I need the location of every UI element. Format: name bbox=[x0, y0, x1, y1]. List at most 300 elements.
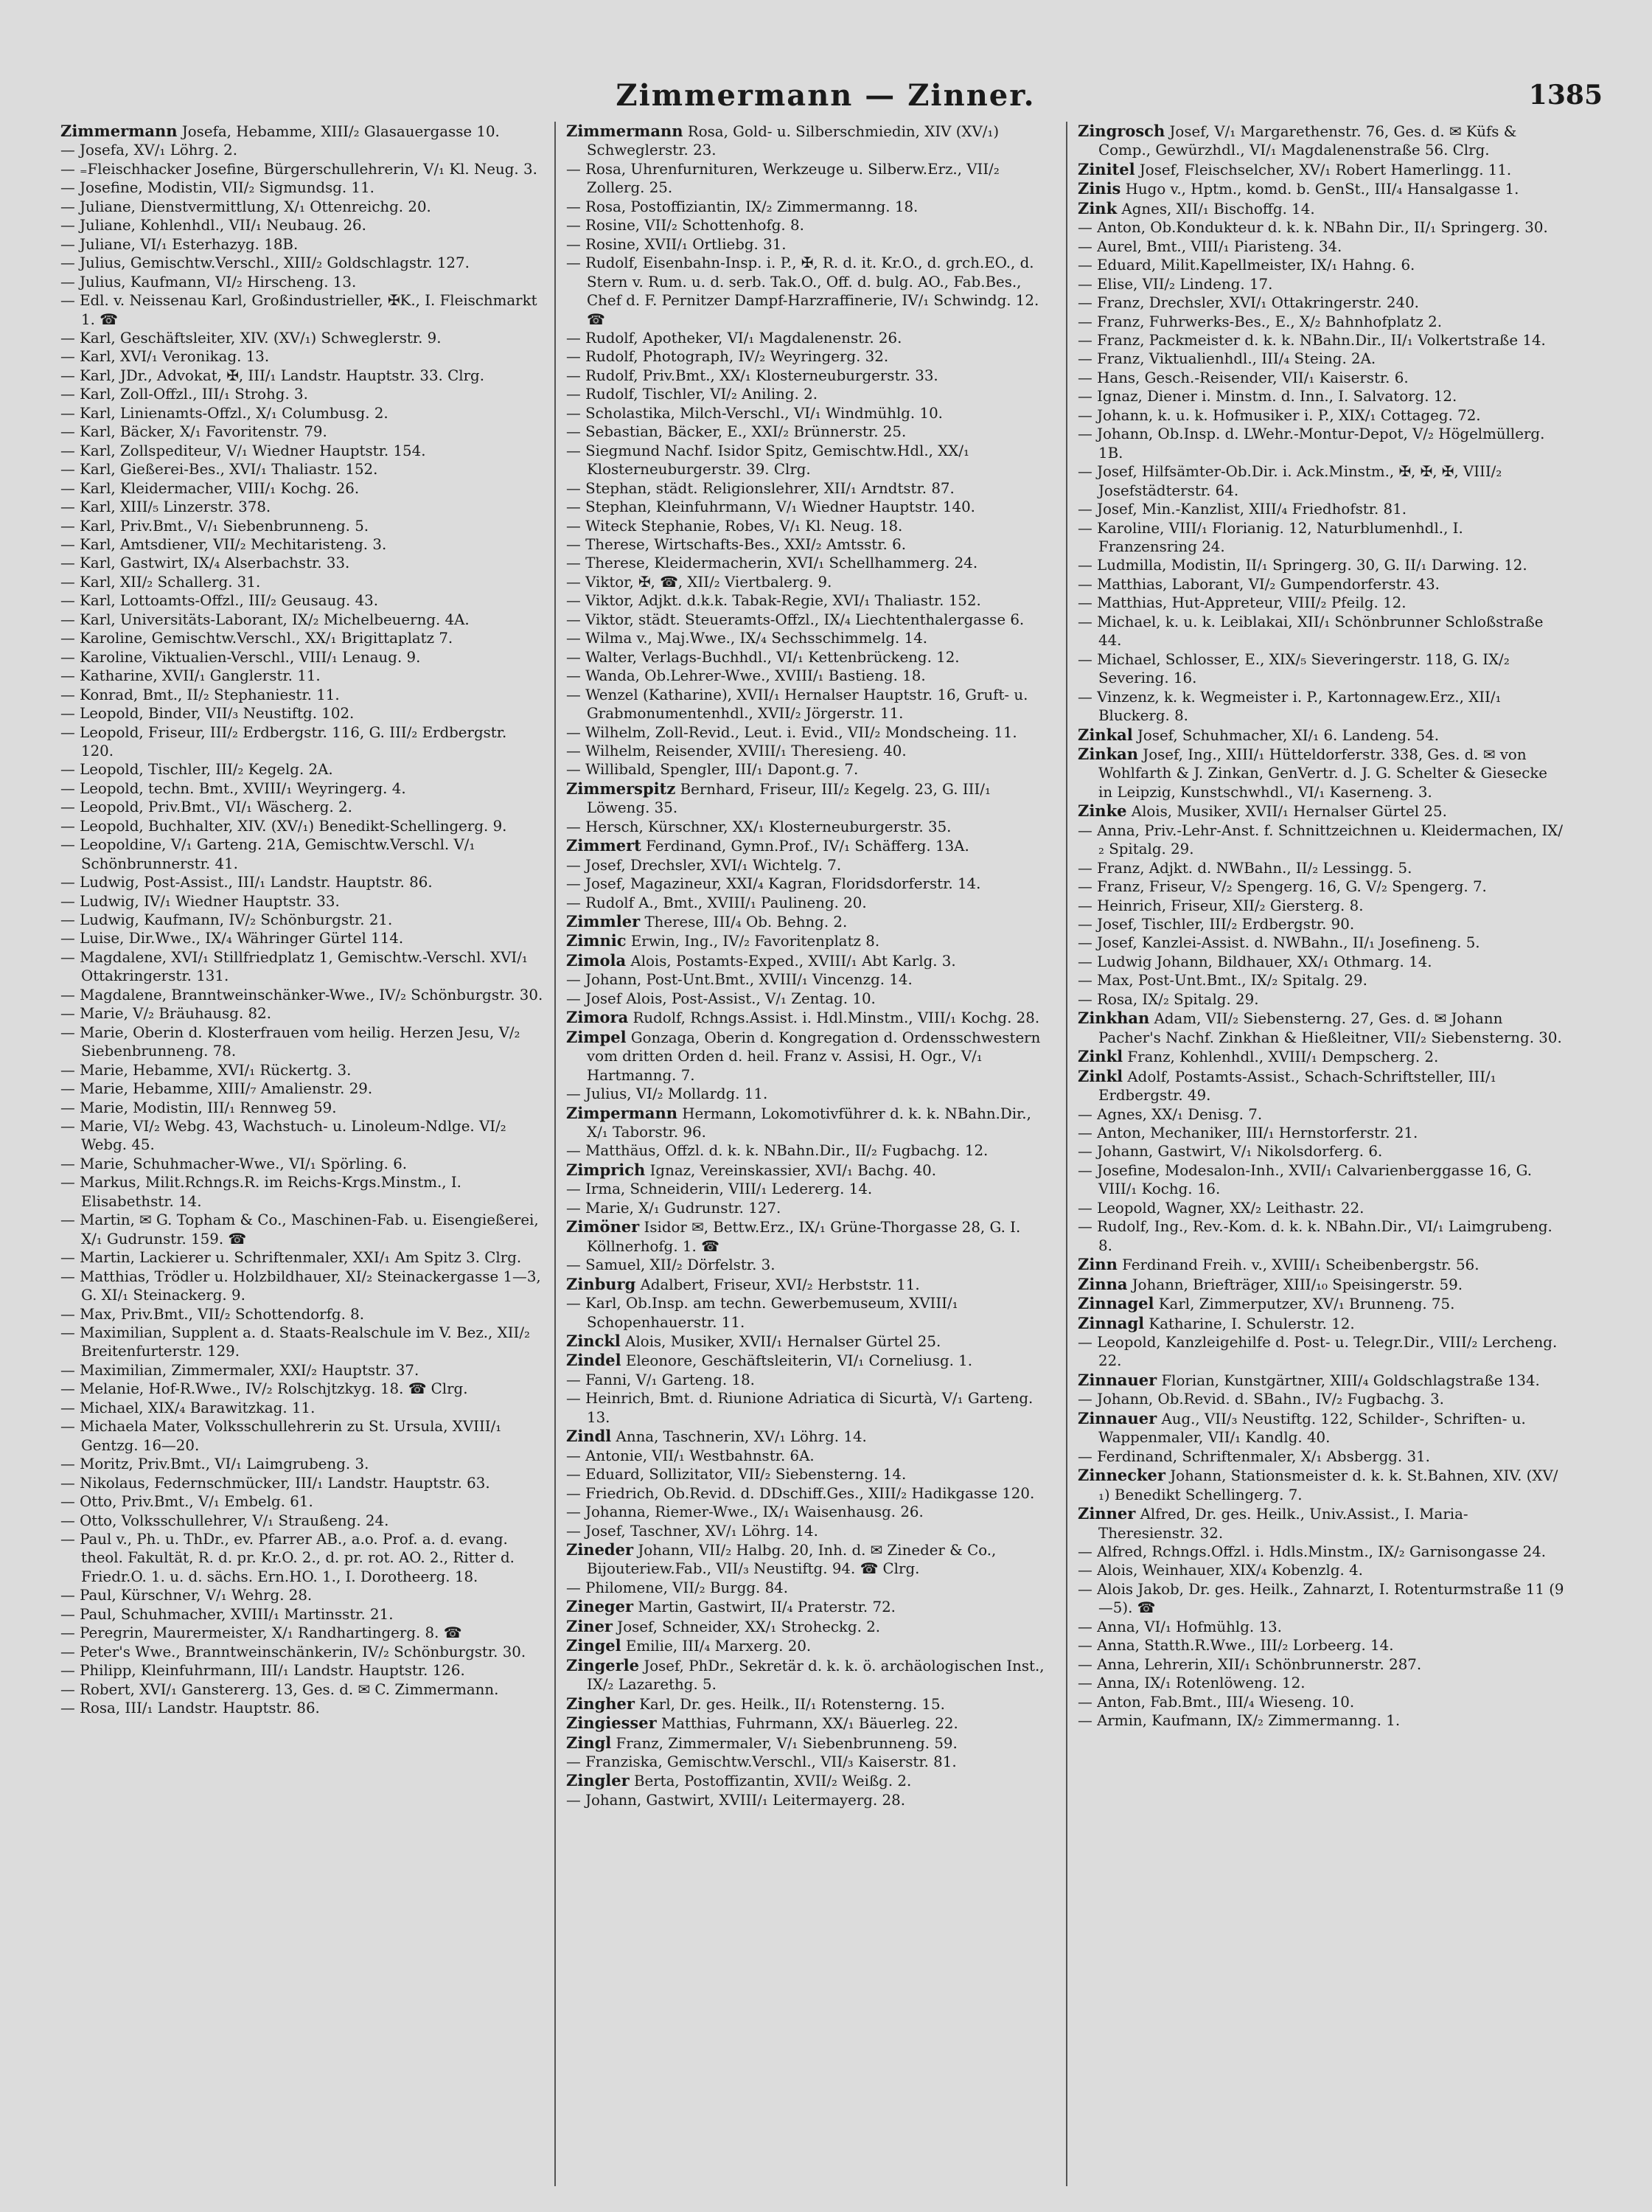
directory-entry bbox=[60, 122, 543, 141]
directory-entry bbox=[1078, 1371, 1564, 1390]
surname-heading: Zinnecker bbox=[1078, 1466, 1165, 1485]
entry-text: Karl, Dr. ges. Heilk., II/₁ Rotensterng. 15. bbox=[634, 1695, 945, 1713]
directory-entry bbox=[1078, 877, 1564, 896]
surname-heading: Zinnagel bbox=[1078, 1294, 1154, 1313]
entry-text: Ferdinand, Gymn.Prof., IV/₁ Schäfferg. 13A. bbox=[641, 838, 969, 855]
directory-entry bbox=[60, 1305, 543, 1324]
entry-text: — Marie, Hebamme, XIII/₇ Amalienstr. 29. bbox=[60, 1080, 373, 1098]
directory-entry bbox=[60, 1361, 543, 1380]
entry-text: — Leopold, Buchhalter, XIV. (XV/₁) Benedikt-Schellingerg. 9. bbox=[60, 817, 507, 835]
entry-text: — Eduard, Sollizitator, VII/₂ Siebensterng. 14. bbox=[566, 1466, 907, 1484]
directory-entry bbox=[60, 1380, 543, 1398]
directory-column-3 bbox=[1078, 122, 1564, 2186]
entry-text: Karl, Zimmerputzer, XV/₁ Brunneng. 75. bbox=[1154, 1295, 1455, 1313]
surname-heading: Zinis bbox=[1078, 179, 1121, 198]
directory-entry bbox=[566, 498, 1049, 516]
entry-text: — Viktor, ✠, ☎, XII/₂ Viertbalerg. 9. bbox=[566, 573, 832, 591]
directory-entry bbox=[566, 1597, 1049, 1616]
entry-text: — Moritz, Priv.Bmt., VI/₁ Laimgrubeng. 3. bbox=[60, 1455, 369, 1473]
entry-text: — Johann, k. u. k. Hofmusiker i. P., XIX/₁ Cottageg. 72. bbox=[1078, 406, 1481, 424]
directory-entry bbox=[1078, 1124, 1564, 1142]
directory-entry bbox=[566, 329, 1049, 347]
directory-entry bbox=[566, 1617, 1049, 1636]
entry-text: Bernhard, Friseur, III/₂ Kegelg. 23, G. III/₁ Löweng. 35. bbox=[587, 780, 991, 817]
entry-text: — Marie, V/₂ Bräuhausg. 82. bbox=[60, 1005, 271, 1023]
entry-text: — Scholastika, Milch-Verschl., VI/₁ Windmühlg. 10. bbox=[566, 404, 943, 422]
directory-entry bbox=[60, 1248, 543, 1267]
directory-entry bbox=[1078, 990, 1564, 1009]
directory-entry bbox=[566, 836, 1049, 855]
directory-entry bbox=[566, 874, 1049, 893]
surname-heading: Zink bbox=[1078, 198, 1118, 218]
column-divider bbox=[1066, 122, 1067, 2186]
entry-text: — Leopold, Priv.Bmt., VI/₁ Wäscherg. 2. bbox=[60, 799, 352, 816]
directory-entry bbox=[566, 573, 1049, 591]
entry-text: — Ludwig, IV/₁ Wiedner Hauptstr. 33. bbox=[60, 892, 340, 910]
entry-text: — Rudolf, Apotheker, VI/₁ Magdalenenstr. 26. bbox=[566, 329, 902, 347]
entry-text: Johann, Briefträger, XIII/₁₀ Speisingerstr. 59. bbox=[1127, 1276, 1463, 1293]
directory-entry bbox=[566, 1371, 1049, 1389]
surname-heading: Zinburg bbox=[566, 1274, 636, 1293]
entry-text: — Konrad, Bmt., II/₂ Stephaniestr. 11. bbox=[60, 686, 340, 703]
directory-entry bbox=[566, 611, 1049, 629]
directory-entry bbox=[60, 517, 543, 535]
entry-text: — Rosa, IX/₂ Spitalg. 29. bbox=[1078, 990, 1259, 1008]
directory-entry bbox=[60, 442, 543, 460]
directory-entry bbox=[1078, 1693, 1564, 1711]
entry-text: — Marie, Hebamme, XVI/₁ Rückertg. 3. bbox=[60, 1061, 352, 1079]
entry-text: Hugo v., Hptm., komd. b. GenSt., III/₄ Hansalgasse 1. bbox=[1120, 181, 1519, 198]
directory-entry bbox=[566, 1540, 1049, 1579]
directory-entry bbox=[1078, 575, 1564, 594]
entry-text: — Walter, Verlags-Buchhdl., VI/₁ Kettenbrückeng. 12. bbox=[566, 648, 960, 666]
directory-entry bbox=[60, 948, 543, 986]
surname-heading: Zinner bbox=[1078, 1504, 1136, 1523]
entry-text: — Hans, Gesch.-Reisender, VII/₁ Kaiserstr. 6. bbox=[1078, 369, 1409, 386]
entry-text: — Paul, Schuhmacher, XVIII/₁ Martinsstr. 21. bbox=[60, 1605, 394, 1623]
entry-text: Ferdinand Freih. v., XVIII/₁ Scheibenbergstr. 56. bbox=[1117, 1256, 1480, 1274]
directory-entry bbox=[1078, 1294, 1564, 1313]
entry-text: — Julius, Gemischtw.Verschl., XIII/₂ Goldschlagstr. 127. bbox=[60, 254, 470, 272]
directory-entry bbox=[60, 160, 543, 178]
entry-text: — Johanna, Riemer-Wwe., IX/₁ Waisenhausg. 26. bbox=[566, 1503, 924, 1521]
entry-text: — Karl, Universitäts-Laborant, IX/₂ Michelbeuerng. 4A. bbox=[60, 611, 470, 628]
surname-heading: Zimora bbox=[566, 1008, 629, 1027]
entry-text: Josef, PhDr., Sekretär d. k. k. ö. archäologischen Inst., IX/₂ Lazarethg. 5. bbox=[587, 1657, 1045, 1694]
directory-entry bbox=[60, 1099, 543, 1117]
entry-text: — Franziska, Gemischtw.Verschl., VII/₃ Kaiserstr. 81. bbox=[566, 1753, 957, 1770]
directory-entry bbox=[1078, 199, 1564, 218]
directory-entry bbox=[566, 1275, 1049, 1294]
entry-text: — Ludwig, Post-Assist., III/₁ Landstr. Hauptstr. 86. bbox=[60, 874, 433, 891]
directory-entry bbox=[60, 235, 543, 254]
directory-entry bbox=[60, 1530, 543, 1586]
directory-entry bbox=[566, 1351, 1049, 1370]
entry-text: — Michael, XIX/₄ Barawitzkag. 11. bbox=[60, 1399, 316, 1416]
entry-text: — Paul v., Ph. u. ThDr., ev. Pfarrer AB., a.o. Prof. a. d. evang. theol. Fakultät, R. d. pr. Kr.O. 2., d. pr. rot. AO. 2., Ritter d. Friedr.O. 1. u. d. sächs. Ern.HO. 1., I. Dorotheerg. 18. bbox=[60, 1530, 515, 1585]
entry-text: Franz, Kohlenhdl., XVIII/₁ Dempscherg. 2. bbox=[1123, 1048, 1439, 1066]
directory-entry bbox=[566, 686, 1049, 723]
directory-entry bbox=[1078, 897, 1564, 915]
directory-entry bbox=[60, 723, 543, 761]
directory-column-1 bbox=[60, 122, 543, 2186]
directory-entry bbox=[60, 291, 543, 329]
directory-entry bbox=[1078, 1466, 1564, 1504]
entry-text: — Ludmilla, Modistin, II/₁ Springerg. 30, G. II/₁ Darwing. 12. bbox=[1078, 557, 1527, 574]
directory-entry bbox=[566, 779, 1049, 818]
directory-entry bbox=[60, 760, 543, 779]
directory-entry bbox=[566, 1733, 1049, 1753]
directory-entry bbox=[60, 141, 543, 159]
entry-text: Florian, Kunstgärtner, XIII/₄ Goldschlagstraße 134. bbox=[1157, 1371, 1540, 1389]
entry-text: — Marie, Modistin, III/₁ Rennweg 59. bbox=[60, 1099, 337, 1116]
entry-text: — Armin, Kaufmann, IX/₂ Zimmermanng. 1. bbox=[1078, 1712, 1401, 1730]
directory-entry bbox=[566, 1465, 1049, 1484]
directory-entry bbox=[60, 535, 543, 554]
entry-text: Josefa, Hebamme, XIII/₂ Glasauergasse 10. bbox=[177, 123, 500, 140]
entry-text: — Rosa, Postoffiziantin, IX/₂ Zimmermanng. 18. bbox=[566, 198, 919, 215]
directory-entry bbox=[566, 1579, 1049, 1597]
directory-entry bbox=[566, 1656, 1049, 1694]
directory-entry bbox=[566, 742, 1049, 760]
entry-text: — Edl. v. Neissenau Karl, Großindustrieller, ✠K., I. Fleischmarkt 1. ☎ bbox=[60, 292, 537, 328]
directory-entry bbox=[60, 1474, 543, 1492]
directory-entry bbox=[60, 629, 543, 647]
directory-entry bbox=[60, 1117, 543, 1155]
entry-text: — Rosa, III/₁ Landstr. Hauptstr. 86. bbox=[60, 1700, 320, 1717]
entry-text: — Franz, Friseur, V/₂ Spengerg. 16, G. V/₂ Spengerg. 7. bbox=[1078, 878, 1487, 896]
directory-entry bbox=[566, 951, 1049, 970]
entry-text: — Josef, Hilfsämter-Ob.Dir. i. Ack.Minstm., ✠, ✠, ✠, VIII/₂ Josefstädterstr. 64. bbox=[1078, 463, 1502, 499]
directory-entry bbox=[1078, 1409, 1564, 1447]
entry-text: — Michaela Mater, Volksschullehrerin zu St. Ursula, XVIII/₁ Gentzg. 16—20. bbox=[60, 1418, 502, 1454]
entry-text: — Anton, Ob.Kondukteur d. k. k. NBahn Dir., II/₁ Springerg. 30. bbox=[1078, 219, 1548, 237]
directory-entry bbox=[566, 1008, 1049, 1027]
entry-text: — Anna, Priv.-Lehr-Anst. f. Schnittzeichnen u. Kleidermachen, IX/₂ Spitalg. 29. bbox=[1078, 821, 1564, 858]
entry-text: — Karl, Geschäftsleiter, XIV. (XV/₁) Schweglerstr. 9. bbox=[60, 329, 442, 347]
directory-entry bbox=[60, 1605, 543, 1624]
directory-entry bbox=[60, 254, 543, 272]
directory-entry bbox=[60, 929, 543, 947]
directory-entry bbox=[566, 442, 1049, 479]
directory-entry bbox=[60, 1155, 543, 1173]
directory-entry bbox=[60, 460, 543, 479]
surname-heading: Zinna bbox=[1078, 1274, 1128, 1293]
directory-entry bbox=[60, 498, 543, 516]
directory-entry bbox=[1078, 1390, 1564, 1408]
directory-entry bbox=[1078, 1543, 1564, 1561]
entry-text: — Paul, Kürschner, V/₁ Wehrg. 28. bbox=[60, 1587, 313, 1604]
directory-entry bbox=[566, 1104, 1049, 1142]
entry-text: — Markus, Milit.Rchngs.R. im Reichs-Krgs.Minstm., I. Elisabethstr. 14. bbox=[60, 1174, 461, 1210]
entry-text: — Juliane, Dienstvermittlung, X/₁ Ottenreichg. 20. bbox=[60, 198, 431, 215]
entry-text: — Siegmund Nachf. Isidor Spitz, Gemischtw.Hdl., XX/₁ Klosterneuburgerstr. 39. Clrg. bbox=[566, 442, 969, 479]
directory-entry bbox=[1078, 953, 1564, 971]
entry-text: Johann, VII/₂ Halbg. 20, Inh. d. ✉ Zineder & Co., Bijouteriew.Fab., VII/₃ Neustiftg. 94. ☎ Clrg. bbox=[587, 1541, 997, 1578]
directory-entry bbox=[566, 990, 1049, 1008]
entry-text: — Anna, VI/₁ Hofmühlg. 13. bbox=[1078, 1618, 1282, 1635]
directory-entry bbox=[1078, 745, 1564, 801]
directory-entry bbox=[1078, 1314, 1564, 1333]
surname-heading: Zimmerspitz bbox=[566, 779, 676, 798]
entry-text: — Ludwig Johann, Bildhauer, XX/₁ Othmarg. 14. bbox=[1078, 953, 1432, 970]
directory-entry bbox=[60, 573, 543, 591]
entry-text: — Rosine, XVII/₁ Ortliebg. 31. bbox=[566, 235, 787, 253]
entry-text: Erwin, Ing., IV/₂ Favoritenplatz 8. bbox=[626, 933, 880, 950]
directory-entry bbox=[60, 704, 543, 723]
entry-text: — Peregrin, Maurermeister, X/₁ Randhartingerg. 8. ☎ bbox=[60, 1624, 462, 1642]
entry-text: — Leopoldine, V/₁ Garteng. 21A, Gemischtw.Verschl. V/₁ Schönbrunnerstr. 41. bbox=[60, 836, 475, 872]
directory-entry bbox=[1078, 179, 1564, 198]
entry-text: Adalbert, Friseur, XVI/₂ Herbststr. 11. bbox=[635, 1276, 920, 1293]
directory-entry bbox=[60, 198, 543, 216]
entry-text: — Rudolf, Tischler, VI/₂ Aniling. 2. bbox=[566, 386, 818, 403]
directory-entry bbox=[1078, 688, 1564, 726]
entry-text: — Agnes, XX/₁ Denisg. 7. bbox=[1078, 1105, 1263, 1123]
entry-text: — Rosine, VII/₂ Schottenhofg. 8. bbox=[566, 217, 804, 234]
entry-text: — Aurel, Bmt., VIII/₁ Piaristeng. 34. bbox=[1078, 237, 1342, 255]
directory-entry bbox=[566, 931, 1049, 950]
directory-entry bbox=[60, 873, 543, 891]
directory-entry bbox=[1078, 915, 1564, 933]
surname-heading: Zimmert bbox=[566, 836, 641, 855]
directory-entry bbox=[566, 1791, 1049, 1809]
surname-heading: Zimprich bbox=[566, 1160, 646, 1179]
directory-entry bbox=[1078, 650, 1564, 688]
entry-text: — Josefa, XV/₁ Löhrg. 2. bbox=[60, 142, 238, 159]
entry-text: — Karl, XVI/₁ Veronikag. 13. bbox=[60, 348, 270, 366]
entry-text: — Johann, Gastwirt, V/₁ Nikolsdorferg. 6. bbox=[1078, 1143, 1383, 1161]
entry-text: — Elise, VII/₂ Lindeng. 17. bbox=[1078, 275, 1273, 293]
entry-text: — Karl, Amtsdiener, VII/₂ Mechitaristeng. 3. bbox=[60, 535, 387, 553]
entry-text: — Samuel, XII/₂ Dörfelstr. 3. bbox=[566, 1256, 776, 1274]
directory-entry bbox=[566, 366, 1049, 385]
directory-entry bbox=[1078, 256, 1564, 274]
surname-heading: Zindel bbox=[566, 1351, 621, 1370]
directory-entry bbox=[1078, 1067, 1564, 1105]
entry-text: — Josef, Drechsler, XVI/₁ Wichtelg. 7. bbox=[566, 856, 842, 874]
directory-entry bbox=[1078, 1618, 1564, 1636]
directory-entry bbox=[1078, 1711, 1564, 1730]
directory-entry bbox=[60, 1061, 543, 1079]
entry-text: — Eduard, Milit.Kapellmeister, IX/₁ Hahng. 6. bbox=[1078, 257, 1415, 274]
entry-text: — Rosa, Uhrenfurnituren, Werkzeuge u. Silberw.Erz., VII/₂ Zollerg. 25. bbox=[566, 160, 1000, 197]
directory-entry bbox=[566, 894, 1049, 912]
entry-text: — Max, Post-Unt.Bmt., IX/₂ Spitalg. 29. bbox=[1078, 972, 1367, 990]
entry-text: — Katharine, XVII/₁ Ganglerstr. 11. bbox=[60, 667, 321, 685]
entry-text: — Wenzel (Katharine), XVII/₁ Hernalser Hauptstr. 16, Gruft- u. Grabmonumentenhdl., XVII/₂ Jörgerstr. 11. bbox=[566, 686, 1028, 723]
entry-text: Martin, Gastwirt, II/₄ Praterstr. 72. bbox=[633, 1599, 896, 1616]
entry-text: — Martin, Lackierer u. Schriftenmaler, XXI/₁ Am Spitz 3. Clrg. bbox=[60, 1249, 522, 1267]
directory-entry bbox=[60, 1643, 543, 1661]
directory-entry bbox=[60, 686, 543, 704]
entry-text: Josef, Ing., XIII/₁ Hütteldorferstr. 338, Ges. d. ✉ von Wohlfarth & J. Zinkan, GenVertr. d. J. G. Schelter & Giesecke in Leipzig, Kunstschwhdl., VI/₁ Kaserneng. 3. bbox=[1098, 745, 1548, 801]
directory-entry bbox=[60, 1624, 543, 1642]
directory-entry bbox=[60, 1079, 543, 1098]
entry-text: — Josefine, Modesalon-Inh., XVII/₁ Calvarienberggasse 16, G. VIII/₁ Kochg. 16. bbox=[1078, 1161, 1532, 1198]
directory-entry bbox=[60, 479, 543, 498]
entry-text: Adolf, Postamts-Assist., Schach-Schriftsteller, III/₁ Erdbergstr. 49. bbox=[1098, 1068, 1496, 1105]
entry-text: — ₌Fleischhacker Josefine, Bürgerschullehrerin, V/₁ Kl. Neug. 3. bbox=[60, 160, 537, 178]
directory-entry bbox=[1078, 462, 1564, 500]
directory-entry bbox=[60, 648, 543, 667]
entry-text: Anna, Taschnerin, XV/₁ Löhrg. 14. bbox=[611, 1428, 867, 1446]
directory-entry bbox=[566, 1332, 1049, 1351]
entry-text: — Karoline, VIII/₁ Florianig. 12, Naturblumenhdl., I. Franzensring 24. bbox=[1078, 519, 1463, 555]
entry-text: — Karoline, Viktualien-Verschl., VIII/₁ Lenaug. 9. bbox=[60, 648, 421, 666]
directory-entry bbox=[566, 1161, 1049, 1180]
directory-entry bbox=[60, 329, 543, 347]
entry-text: — Leopold, techn. Bmt., XVIII/₁ Weyringerg. 4. bbox=[60, 779, 406, 797]
entry-text: — Karl, Bäcker, X/₁ Favoritenstr. 79. bbox=[60, 423, 327, 441]
entry-text: — Anna, IX/₁ Rotenlöweng. 12. bbox=[1078, 1674, 1306, 1692]
directory-entry bbox=[566, 629, 1049, 647]
directory-entry bbox=[1078, 1333, 1564, 1371]
entry-text: — Karl, Lottoamts-Offzl., III/₂ Geusaug. 43. bbox=[60, 592, 379, 610]
entry-text: — Rudolf, Ing., Rev.-Kom. d. k. k. NBahn.Dir., VI/₁ Laimgrubeng. 8. bbox=[1078, 1218, 1552, 1254]
surname-heading: Zineger bbox=[566, 1597, 634, 1616]
surname-heading: Zingl bbox=[566, 1733, 612, 1752]
directory-entry bbox=[1078, 1142, 1564, 1161]
directory-entry bbox=[60, 1324, 543, 1361]
directory-entry bbox=[1078, 313, 1564, 331]
directory-entry bbox=[566, 912, 1049, 931]
directory-entry bbox=[60, 1004, 543, 1023]
entry-text: — Josef, Min.-Kanzlist, XIII/₄ Friedhofstr. 81. bbox=[1078, 501, 1407, 518]
entry-text: — Marie, Schuhmacher-Wwe., VI/₁ Spörling. 6. bbox=[60, 1155, 408, 1172]
directory-entry bbox=[566, 667, 1049, 685]
directory-entry bbox=[566, 198, 1049, 216]
entry-text: — Stephan, Kleinfuhrmann, V/₁ Wiedner Hauptstr. 140. bbox=[566, 498, 975, 516]
directory-entry bbox=[60, 1512, 543, 1530]
directory-entry bbox=[566, 422, 1049, 441]
directory-entry bbox=[60, 1399, 543, 1417]
directory-entry bbox=[1078, 275, 1564, 293]
entry-text: — Rudolf, Photograph, IV/₂ Weyringerg. 32. bbox=[566, 348, 889, 366]
entry-text: Gonzaga, Oberin d. Kongregation d. Ordensschwestern vom dritten Orden d. heil. Franz v. Assisi, H. Ogr., V/₁ Hartmanng. 7. bbox=[587, 1029, 1041, 1084]
entry-text: — Anton, Fab.Bmt., III/₄ Wieseng. 10. bbox=[1078, 1693, 1355, 1711]
directory-entry bbox=[60, 385, 543, 403]
entry-text: — Viktor, städt. Steueramts-Offzl., IX/₄ Liechtenthalergasse 6. bbox=[566, 611, 1025, 628]
surname-heading: Zinckl bbox=[566, 1332, 621, 1350]
entry-text: — Josefine, Modistin, VII/₂ Sigmundsg. 11. bbox=[60, 179, 374, 197]
entry-text: — Franz, Viktualienhdl., III/₄ Steing. 2A. bbox=[1078, 350, 1376, 368]
surname-heading: Zingerle bbox=[566, 1655, 640, 1674]
directory-entry bbox=[1078, 519, 1564, 557]
entry-text: Josef, Fleischselcher, XV/₁ Robert Hamerlingg. 11. bbox=[1135, 161, 1512, 178]
surname-heading: Zingher bbox=[566, 1694, 635, 1713]
entry-text: — Luise, Dir.Wwe., IX/₄ Währinger Gürtel 114. bbox=[60, 930, 404, 947]
entry-text: Alois, Musiker, XVII/₁ Hernalser Gürtel 25. bbox=[1126, 803, 1447, 821]
entry-text: — Michael, Schlosser, E., XIX/₅ Sieveringerstr. 118, G. IX/₂ Severing. 16. bbox=[1078, 650, 1510, 687]
surname-heading: Zingrosch bbox=[1078, 122, 1165, 140]
entry-text: — Karl, XII/₂ Schallerg. 31. bbox=[60, 573, 261, 591]
directory-entry bbox=[1078, 387, 1564, 406]
directory-entry bbox=[566, 1636, 1049, 1655]
directory-entry bbox=[60, 1023, 543, 1061]
surname-heading: Zimpermann bbox=[566, 1103, 677, 1122]
surname-heading: Ziner bbox=[566, 1616, 613, 1635]
entry-text: — Philomene, VII/₂ Burgg. 84. bbox=[566, 1579, 789, 1596]
directory-entry bbox=[1078, 859, 1564, 877]
directory-entry bbox=[60, 422, 543, 441]
entry-text: — Rudolf, Priv.Bmt., XX/₁ Klosterneuburgerstr. 33. bbox=[566, 366, 938, 384]
entry-text: Therese, III/₄ Ob. Behng. 2. bbox=[640, 914, 848, 931]
entry-text: — Friedrich, Ob.Revid. d. DDschiff.Ges., XIII/₂ Hadikgasse 120. bbox=[566, 1484, 1035, 1502]
directory-entry bbox=[1078, 237, 1564, 256]
directory-entry bbox=[566, 1199, 1049, 1217]
surname-heading: Zimmler bbox=[566, 912, 641, 931]
directory-entry bbox=[566, 535, 1049, 554]
directory-entry bbox=[1078, 726, 1564, 745]
entry-text: — Josef Alois, Post-Assist., V/₁ Zentag. 10. bbox=[566, 990, 876, 1007]
directory-entry bbox=[60, 216, 543, 234]
entry-text: — Karl, Ob.Insp. am techn. Gewerbemuseum, XVIII/₁ Schopenhauerstr. 11. bbox=[566, 1295, 958, 1331]
surname-heading: Zingel bbox=[566, 1636, 621, 1655]
entry-text: — Wilma v., Maj.Wwe., IX/₄ Sechsschimmelg. 14. bbox=[566, 630, 928, 647]
entry-text: — Otto, Volksschullehrer, V/₁ Straußeng. 24. bbox=[60, 1512, 389, 1529]
directory-entry bbox=[60, 404, 543, 422]
entry-text: — Josef, Kanzlei-Assist. d. NWBahn., II/₁ Josefineng. 5. bbox=[1078, 934, 1480, 952]
entry-text: — Wanda, Ob.Lehrer-Wwe., XVIII/₁ Bastieng. 18. bbox=[566, 667, 926, 685]
entry-text: — Karl, JDr., Advokat, ✠, III/₁ Landstr. Hauptstr. 33. Clrg. bbox=[60, 366, 485, 384]
entry-text: Franz, Zimmermaler, V/₁ Siebenbrunneng. 59. bbox=[611, 1734, 958, 1752]
entry-text: — Matthias, Laborant, VI/₂ Gumpendorferstr. 43. bbox=[1078, 575, 1440, 593]
directory-entry bbox=[566, 1447, 1049, 1465]
entry-text: — Franz, Packmeister d. k. k. NBahn.Dir., II/₁ Volkertstraße 14. bbox=[1078, 331, 1546, 349]
directory-entry bbox=[60, 1680, 543, 1699]
entry-text: — Therese, Wirtschafts-Bes., XXI/₂ Amtsstr. 6. bbox=[566, 535, 906, 553]
entry-text: — Franz, Drechsler, XVI/₁ Ottakringerstr. 240. bbox=[1078, 294, 1419, 312]
entry-text: — Karl, Zoll-Offzl., III/₁ Strohg. 3. bbox=[60, 386, 308, 403]
surname-heading: Zimöner bbox=[566, 1217, 640, 1237]
directory-entry bbox=[566, 1522, 1049, 1540]
entry-text: — Matthias, Hut-Appreteur, VIII/₂ Pfeilg. 12. bbox=[1078, 594, 1407, 612]
entry-text: — Karl, Zollspediteur, V/₁ Wiedner Hauptstr. 154. bbox=[60, 442, 426, 459]
surname-heading: Zinn bbox=[1078, 1255, 1118, 1274]
entry-text: — Heinrich, Bmt. d. Riunione Adriatica di Sicurtà, V/₁ Garteng. 13. bbox=[566, 1390, 1034, 1426]
directory-entry bbox=[566, 856, 1049, 874]
surname-heading: Zinkan bbox=[1078, 744, 1139, 763]
directory-entry bbox=[1078, 160, 1564, 179]
directory-entry bbox=[1078, 1217, 1564, 1255]
surname-heading: Zinnauer bbox=[1078, 1370, 1157, 1389]
entry-text: — Leopold, Kanzleigehilfe d. Post- u. Telegr.Dir., VIII/₂ Lercheng. 22. bbox=[1078, 1334, 1558, 1370]
entry-text: Josef, V/₁ Margarethenstr. 76, Ges. d. ✉ Küfs & Comp., Gewürzhdl., VI/₁ Magdalenenstraße 56. Clrg. bbox=[1098, 123, 1517, 159]
entry-text: Johann, Stationsmeister d. k. k. St.Bahnen, XIV. (XV/₁) Benedikt Schellingerg. 7. bbox=[1098, 1467, 1558, 1503]
directory-entry bbox=[566, 385, 1049, 403]
directory-entry bbox=[1078, 1504, 1564, 1543]
entry-text: — Rudolf A., Bmt., XVIII/₁ Paulineng. 20. bbox=[566, 894, 867, 911]
directory-entry bbox=[60, 1417, 543, 1455]
directory-entry bbox=[60, 1586, 543, 1604]
directory-entry bbox=[1078, 369, 1564, 387]
directory-entry bbox=[1078, 331, 1564, 349]
entry-text: — Heinrich, Friseur, XII/₂ Giersterg. 8. bbox=[1078, 897, 1364, 914]
entry-text: Berta, Postoffizantin, XVII/₂ Weißg. 2. bbox=[629, 1773, 912, 1790]
entry-text: — Marie, Oberin d. Klosterfrauen vom heilig. Herzen Jesu, V/₂ Siebenbrunneng. 78. bbox=[60, 1023, 520, 1060]
entry-text: Ignaz, Vereinskassier, XVI/₁ Bachg. 40. bbox=[645, 1161, 937, 1179]
directory-entry bbox=[1078, 1199, 1564, 1217]
directory-entry bbox=[1078, 594, 1564, 612]
surname-heading: Zimmermann bbox=[566, 122, 683, 140]
entry-text: — Anton, Mechaniker, III/₁ Hernstorferstr. 21. bbox=[1078, 1124, 1418, 1142]
directory-entry bbox=[60, 1173, 543, 1211]
directory-entry bbox=[60, 1492, 543, 1511]
entry-text: — Karl, Gießerei-Bes., XVI/₁ Thaliastr. 152. bbox=[60, 461, 378, 479]
directory-entry bbox=[1078, 971, 1564, 990]
directory-entry bbox=[1078, 218, 1564, 237]
